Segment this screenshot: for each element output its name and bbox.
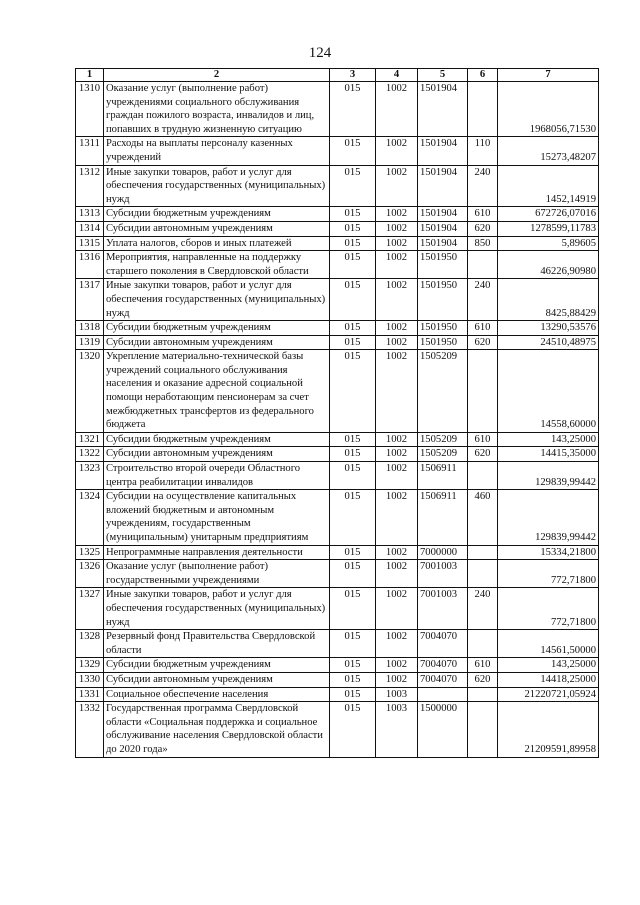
table-row [76, 207, 599, 222]
expense-type-cell [468, 82, 498, 137]
amount-cell: 21220721,05924 [498, 687, 599, 702]
column-header: 5 [418, 69, 468, 82]
target-item-code-cell: 1501904 [418, 236, 468, 251]
amount-cell: 14418,25000 [498, 672, 599, 687]
target-item-code-cell: 1501950 [418, 251, 468, 279]
section-code-cell: 1002 [376, 588, 418, 630]
row-number-cell: 1329 [76, 658, 104, 673]
target-item-code-cell: 7004070 [418, 658, 468, 673]
column-header: 7 [498, 69, 599, 82]
section-code-cell: 1002 [376, 236, 418, 251]
table-body [76, 82, 599, 758]
target-item-code-cell: 7004070 [418, 672, 468, 687]
target-item-code-cell [418, 687, 468, 702]
amount-cell: 772,71800 [498, 588, 599, 630]
table-row [76, 221, 599, 236]
department-code-cell: 015 [330, 251, 376, 279]
expense-type-cell: 240 [468, 165, 498, 207]
column-header: 3 [330, 69, 376, 82]
section-code-cell: 1002 [376, 335, 418, 350]
row-number-cell: 1326 [76, 560, 104, 588]
section-code-cell: 1002 [376, 221, 418, 236]
description-cell: Субсидии бюджетным учреждениям [104, 321, 330, 336]
expense-type-cell [468, 350, 498, 433]
amount-cell: 15273,48207 [498, 137, 599, 165]
row-number-cell: 1324 [76, 490, 104, 545]
table-row [76, 82, 599, 137]
department-code-cell: 015 [330, 82, 376, 137]
expense-type-cell: 620 [468, 335, 498, 350]
department-code-cell: 015 [330, 221, 376, 236]
target-item-code-cell: 7001003 [418, 560, 468, 588]
table-header-row [76, 69, 599, 82]
amount-cell: 15334,21800 [498, 545, 599, 560]
expense-type-cell: 620 [468, 221, 498, 236]
section-code-cell: 1002 [376, 447, 418, 462]
table-row [76, 490, 599, 545]
table-row [76, 462, 599, 490]
target-item-code-cell: 1500000 [418, 702, 468, 757]
description-cell: Уплата налогов, сборов и иных платежей [104, 236, 330, 251]
expense-type-cell: 460 [468, 490, 498, 545]
target-item-code-cell: 1501904 [418, 221, 468, 236]
table-row [76, 545, 599, 560]
budget-table [75, 68, 599, 758]
description-cell: Иные закупки товаров, работ и услуг для обеспечения государственных (муниципальных) нужд [104, 588, 330, 630]
department-code-cell: 015 [330, 560, 376, 588]
target-item-code-cell: 7001003 [418, 588, 468, 630]
expense-type-cell: 620 [468, 672, 498, 687]
description-cell: Оказание услуг (выполнение работ) государственными учреждениями [104, 560, 330, 588]
expense-type-cell [468, 560, 498, 588]
row-number-cell: 1315 [76, 236, 104, 251]
table-row [76, 236, 599, 251]
column-header: 4 [376, 69, 418, 82]
department-code-cell: 015 [330, 630, 376, 658]
description-cell: Социальное обеспечение населения [104, 687, 330, 702]
department-code-cell: 015 [330, 462, 376, 490]
target-item-code-cell: 1505209 [418, 350, 468, 433]
department-code-cell: 015 [330, 335, 376, 350]
column-header: 1 [76, 69, 104, 82]
department-code-cell: 015 [330, 545, 376, 560]
description-cell: Оказание услуг (выполнение работ) учреждениями социального обслуживания граждан пожилого возраста, инвалидов и лиц, попавших в трудную жизненную ситуацию [104, 82, 330, 137]
description-cell: Субсидии автономным учреждениям [104, 672, 330, 687]
description-cell: Непрограммные направления деятельности [104, 545, 330, 560]
amount-cell: 8425,88429 [498, 279, 599, 321]
section-code-cell: 1002 [376, 137, 418, 165]
amount-cell: 24510,48975 [498, 335, 599, 350]
amount-cell: 129839,99442 [498, 462, 599, 490]
description-cell: Мероприятия, направленные на поддержку старшего поколения в Свердловской области [104, 251, 330, 279]
amount-cell: 129839,99442 [498, 490, 599, 545]
expense-type-cell: 610 [468, 321, 498, 336]
department-code-cell: 015 [330, 236, 376, 251]
expense-type-cell [468, 702, 498, 757]
row-number-cell: 1322 [76, 447, 104, 462]
department-code-cell: 015 [330, 672, 376, 687]
department-code-cell: 015 [330, 279, 376, 321]
row-number-cell: 1313 [76, 207, 104, 222]
section-code-cell: 1002 [376, 490, 418, 545]
description-cell: Иные закупки товаров, работ и услуг для обеспечения государственных (муниципальных) нужд [104, 279, 330, 321]
expense-type-cell: 610 [468, 207, 498, 222]
amount-cell: 14558,60000 [498, 350, 599, 433]
expense-type-cell [468, 687, 498, 702]
table-row [76, 687, 599, 702]
description-cell: Субсидии бюджетным учреждениям [104, 658, 330, 673]
department-code-cell: 015 [330, 490, 376, 545]
row-number-cell: 1320 [76, 350, 104, 433]
target-item-code-cell: 1501904 [418, 207, 468, 222]
table-row [76, 702, 599, 757]
department-code-cell: 015 [330, 588, 376, 630]
amount-cell: 1968056,71530 [498, 82, 599, 137]
section-code-cell: 1002 [376, 630, 418, 658]
section-code-cell: 1002 [376, 321, 418, 336]
row-number-cell: 1318 [76, 321, 104, 336]
expense-type-cell: 110 [468, 137, 498, 165]
column-header: 2 [104, 69, 330, 82]
row-number-cell: 1314 [76, 221, 104, 236]
row-number-cell: 1317 [76, 279, 104, 321]
page-number: 124 [308, 45, 332, 61]
target-item-code-cell: 1505209 [418, 432, 468, 447]
section-code-cell: 1002 [376, 251, 418, 279]
expense-type-cell: 240 [468, 588, 498, 630]
amount-cell: 5,89605 [498, 236, 599, 251]
description-cell: Субсидии на осуществление капитальных вложений бюджетным и автономным учреждениям, государственным (муниципальным) унитарным предприятиям [104, 490, 330, 545]
amount-cell: 46226,90980 [498, 251, 599, 279]
section-code-cell: 1002 [376, 462, 418, 490]
department-code-cell: 015 [330, 687, 376, 702]
description-cell: Субсидии автономным учреждениям [104, 221, 330, 236]
row-number-cell: 1330 [76, 672, 104, 687]
description-cell: Иные закупки товаров, работ и услуг для обеспечения государственных (муниципальных) нужд [104, 165, 330, 207]
department-code-cell: 015 [330, 137, 376, 165]
section-code-cell: 1002 [376, 165, 418, 207]
target-item-code-cell: 1501904 [418, 137, 468, 165]
target-item-code-cell: 1505209 [418, 447, 468, 462]
amount-cell: 13290,53576 [498, 321, 599, 336]
table-row [76, 658, 599, 673]
table-row [76, 321, 599, 336]
section-code-cell: 1002 [376, 658, 418, 673]
expense-type-cell: 850 [468, 236, 498, 251]
table-row [76, 672, 599, 687]
amount-cell: 14561,50000 [498, 630, 599, 658]
target-item-code-cell: 1501950 [418, 279, 468, 321]
row-number-cell: 1332 [76, 702, 104, 757]
section-code-cell: 1002 [376, 432, 418, 447]
description-cell: Расходы на выплаты персоналу казенных учреждений [104, 137, 330, 165]
table-row [76, 279, 599, 321]
table-row [76, 447, 599, 462]
expense-type-cell [468, 630, 498, 658]
description-cell: Субсидии бюджетным учреждениям [104, 207, 330, 222]
department-code-cell: 015 [330, 321, 376, 336]
description-cell: Резервный фонд Правительства Свердловской области [104, 630, 330, 658]
description-cell: Субсидии автономным учреждениям [104, 447, 330, 462]
table-row [76, 165, 599, 207]
target-item-code-cell: 1506911 [418, 462, 468, 490]
row-number-cell: 1310 [76, 82, 104, 137]
expense-type-cell: 240 [468, 279, 498, 321]
section-code-cell: 1002 [376, 560, 418, 588]
row-number-cell: 1323 [76, 462, 104, 490]
amount-cell: 14415,35000 [498, 447, 599, 462]
expense-type-cell: 620 [468, 447, 498, 462]
target-item-code-cell: 7004070 [418, 630, 468, 658]
section-code-cell: 1003 [376, 687, 418, 702]
amount-cell: 1452,14919 [498, 165, 599, 207]
description-cell: Строительство второй очереди Областного центра реабилитации инвалидов [104, 462, 330, 490]
target-item-code-cell: 1501904 [418, 165, 468, 207]
expense-type-cell: 610 [468, 432, 498, 447]
amount-cell: 143,25000 [498, 658, 599, 673]
expense-type-cell [468, 545, 498, 560]
target-item-code-cell: 1501950 [418, 321, 468, 336]
section-code-cell: 1002 [376, 82, 418, 137]
department-code-cell: 015 [330, 702, 376, 757]
department-code-cell: 015 [330, 432, 376, 447]
table-row [76, 335, 599, 350]
row-number-cell: 1316 [76, 251, 104, 279]
amount-cell: 21209591,89958 [498, 702, 599, 757]
table-row [76, 251, 599, 279]
amount-cell: 143,25000 [498, 432, 599, 447]
table-row [76, 630, 599, 658]
section-code-cell: 1002 [376, 207, 418, 222]
row-number-cell: 1319 [76, 335, 104, 350]
expense-type-cell [468, 462, 498, 490]
department-code-cell: 015 [330, 658, 376, 673]
row-number-cell: 1331 [76, 687, 104, 702]
department-code-cell: 015 [330, 207, 376, 222]
row-number-cell: 1325 [76, 545, 104, 560]
department-code-cell: 015 [330, 350, 376, 433]
table-row [76, 432, 599, 447]
department-code-cell: 015 [330, 447, 376, 462]
section-code-cell: 1002 [376, 672, 418, 687]
amount-cell: 772,71800 [498, 560, 599, 588]
amount-cell: 1278599,11783 [498, 221, 599, 236]
description-cell: Укрепление материально-технической базы учреждений социального обслуживания населения и оказание адресной социальной помощи неработающим пенсионерам за счет межбюджетных трансфертов из федерального бюджета [104, 350, 330, 433]
row-number-cell: 1328 [76, 630, 104, 658]
row-number-cell: 1327 [76, 588, 104, 630]
table-row [76, 350, 599, 433]
expense-type-cell [468, 251, 498, 279]
target-item-code-cell: 7000000 [418, 545, 468, 560]
target-item-code-cell: 1501904 [418, 82, 468, 137]
section-code-cell: 1002 [376, 350, 418, 433]
table-row [76, 560, 599, 588]
section-code-cell: 1002 [376, 545, 418, 560]
department-code-cell: 015 [330, 165, 376, 207]
table-row [76, 588, 599, 630]
section-code-cell: 1002 [376, 279, 418, 321]
section-code-cell: 1003 [376, 702, 418, 757]
description-cell: Субсидии бюджетным учреждениям [104, 432, 330, 447]
row-number-cell: 1321 [76, 432, 104, 447]
column-header: 6 [468, 69, 498, 82]
row-number-cell: 1311 [76, 137, 104, 165]
table-row [76, 137, 599, 165]
description-cell: Государственная программа Свердловской области «Социальная поддержка и социальное обслуживание населения Свердловской области до 2020 года» [104, 702, 330, 757]
description-cell: Субсидии автономным учреждениям [104, 335, 330, 350]
row-number-cell: 1312 [76, 165, 104, 207]
amount-cell: 672726,07016 [498, 207, 599, 222]
target-item-code-cell: 1501950 [418, 335, 468, 350]
expense-type-cell: 610 [468, 658, 498, 673]
target-item-code-cell: 1506911 [418, 490, 468, 545]
